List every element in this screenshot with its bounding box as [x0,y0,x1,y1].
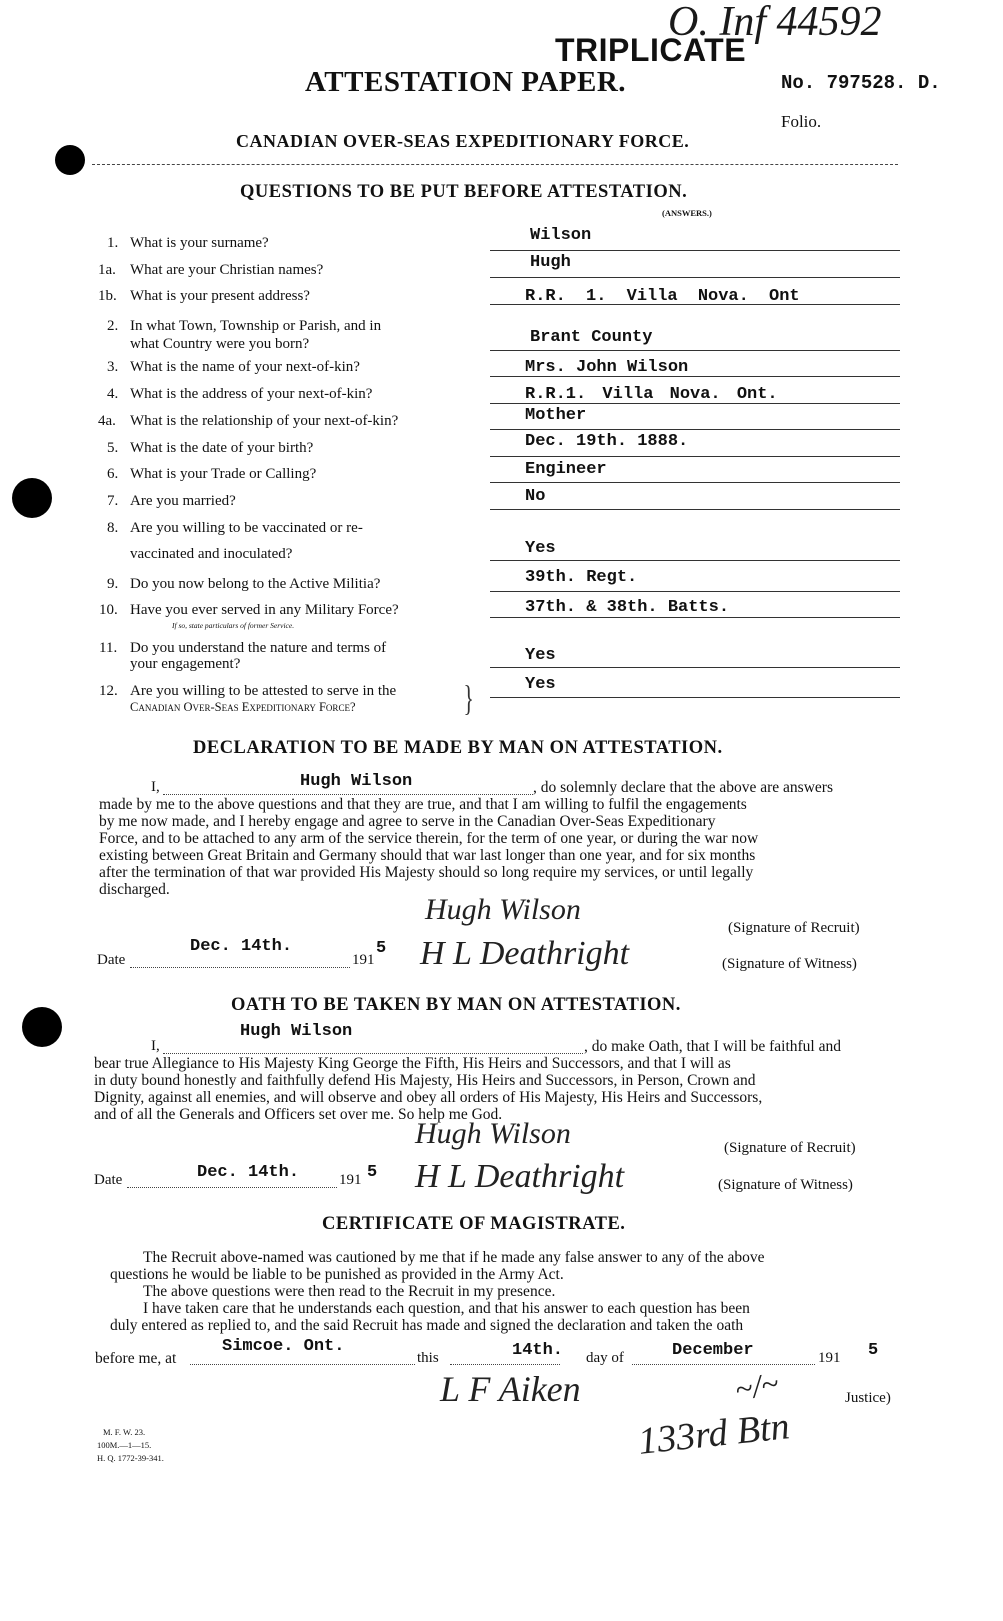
question-text: Have you ever served in any Military Force? [130,602,399,618]
oath-date: Dec. 14th. [197,1163,300,1182]
recruit-signature: Hugh Wilson [415,1117,571,1150]
declaration-text: made by me to the above questions and that they are true, and that I am willing to fulfil the engagements [99,796,747,813]
oath-i: I, [151,1038,160,1054]
date-label: Date [97,952,126,968]
question-number: 6. [107,466,119,482]
certificate-heading: CERTIFICATE OF MAGISTRATE. [322,1214,626,1234]
question-text-cont: what Country were you born? [130,336,310,352]
handwritten-scribble: ~/~ [732,1364,782,1408]
year-digit: 5 [367,1163,378,1182]
question-text-cont: Canadian Over-Seas Expeditionary Force? [130,700,356,714]
question-number: 9. [107,576,119,592]
date-label: Date [94,1172,123,1188]
certificate-day: 14th. [512,1341,564,1360]
answer-surname: Wilson [530,226,592,245]
question-text: What is your present address? [130,288,310,304]
declaration-text: Force, and to be attached to any arm of the service therein, for the term of one year, or during the war now [99,830,759,847]
question-number: 10. [99,602,118,618]
question-text: What is the relationship of your next-of-kin? [130,413,399,429]
signature-witness-label: (Signature of Witness) [718,1177,853,1193]
question-text: Do you understand the nature and terms of [130,640,387,656]
question-note: If so, state particulars of former Service. [172,621,295,630]
answer-birthplace: Brant County [530,328,653,347]
answer-understand-terms: Yes [525,646,556,665]
question-number: 2. [107,318,119,334]
question-text: What is the address of your next-of-kin? [130,386,373,402]
justice-label: Justice) [845,1390,891,1406]
oath-text: Dignity, against all enemies, and will observe and obey all orders of His Majesty, His Heirs and Successors, [94,1089,763,1106]
question-number: 7. [107,493,119,509]
question-text: What is the date of your birth? [130,440,314,456]
answer-present-address: R.R. 1. Villa Nova. Ont [525,287,800,306]
declaration-name: Hugh Wilson [300,772,413,791]
answers-label: (ANSWERS.) [662,208,712,218]
questions-heading: QUESTIONS TO BE PUT BEFORE ATTESTATION. [240,182,688,202]
question-text-cont: vaccinated and inoculated? [130,546,293,562]
footer-print-run: 100M.—1—15. [97,1440,152,1450]
before-me-label: before me, at [95,1350,177,1367]
question-text: Do you now belong to the Active Militia? [130,576,381,592]
certificate-month: December [672,1341,754,1360]
answer-military-service: 37th. & 38th. Batts. [525,598,730,617]
question-text-cont: your engagement? [130,656,241,672]
this-label: this [417,1350,439,1366]
declaration-text: after the termination of that war provided His Majesty should so long require my services, or until legally [99,864,754,881]
magistrate-signature: L F Aiken [440,1369,581,1409]
certificate-text: questions he would be liable to be punished as provided in the Army Act. [110,1266,564,1283]
recruit-signature: Hugh Wilson [425,893,581,926]
declaration-heading: DECLARATION TO BE MADE BY MAN ON ATTESTATION. [193,738,723,758]
certificate-text: I have taken care that he understands each question, and that his answer to each question has been [143,1300,750,1317]
certificate-text: The above questions were then read to the Recruit in my presence. [143,1283,556,1300]
year-digit: 5 [868,1341,879,1360]
answer-active-militia: 39th. Regt. [525,568,638,587]
question-number: 4. [107,386,119,402]
footer-hq-reference: H. Q. 1772-39-341. [97,1453,164,1463]
brace: } [463,678,474,718]
triplicate-label: TRIPLICATE [555,32,747,68]
oath-text: and of all the Generals and Officers set over me. So help me God. [94,1106,503,1123]
punch-hole-bottom [22,1007,62,1047]
answer-relationship: Mother [525,406,587,425]
question-number: 5. [107,440,119,456]
question-number: 1a. [98,262,116,278]
certificate-text: duly entered as replied to, and the said Recruit has made and signed the declaration and taken the oath [110,1317,744,1334]
question-text: Are you willing to be attested to serve in the [130,683,397,699]
question-number: 8. [107,520,119,536]
answer-trade: Engineer [525,460,607,479]
oath-heading: OATH TO BE TAKEN BY MAN ON ATTESTATION. [231,995,681,1015]
question-text: What are your Christian names? [130,262,324,278]
header-divider [92,164,898,165]
question-number: 4a. [98,413,116,429]
punch-hole-middle [12,478,52,518]
year-prefix: 191 [352,952,375,968]
year-prefix: 191 [818,1350,841,1366]
question-number: 12. [99,683,118,699]
footer-form-number: M. F. W. 23. [103,1427,146,1437]
signature-witness-label: (Signature of Witness) [722,956,857,972]
declaration-i: I, [151,779,160,795]
question-number: 1b. [98,288,117,304]
year-digit: 5 [376,939,387,958]
handwritten-battalion: 133rd Btn [636,1405,792,1463]
answer-married: No [525,487,546,506]
answer-birth-date: Dec. 19th. 1888. [525,432,689,451]
folio-label: Folio. [781,112,822,131]
page-title: ATTESTATION PAPER. [305,66,627,98]
oath-name: Hugh Wilson [240,1022,353,1041]
question-number: 11. [99,640,118,656]
declaration-text: , do solemnly declare that the above are answers [533,779,833,796]
declaration-text: discharged. [99,881,170,898]
answer-vaccinated: Yes [525,539,556,558]
witness-signature: H L Deathright [420,935,630,972]
force-title: CANADIAN OVER-SEAS EXPEDITIONARY FORCE. [236,131,690,151]
answer-next-of-kin-address: R.R.1. Villa Nova. Ont. [525,385,778,404]
certificate-place: Simcoe. Ont. [222,1337,345,1356]
question-text: What is your surname? [130,235,269,251]
punch-hole-top [55,145,85,175]
day-of-label: day of [586,1350,624,1366]
declaration-text: existing between Great Britain and Germany should that war last longer than one year, and for six months [99,847,756,864]
answer-christian-names: Hugh [530,253,571,272]
oath-text: bear true Allegiance to His Majesty King George the Fifth, His Heirs and Successors, and that I will as [94,1055,731,1072]
oath-text: , do make Oath, that I will be faithful and [584,1038,841,1055]
year-prefix: 191 [339,1172,362,1188]
handwritten-number: O. Inf 44592 [668,0,882,45]
regimental-number: No. 797528. D. [781,72,941,94]
question-text: What is your Trade or Calling? [130,466,317,482]
question-text: Are you married? [130,493,236,509]
declaration-date: Dec. 14th. [190,937,293,956]
question-number: 3. [107,359,119,375]
question-text: What is the name of your next-of-kin? [130,359,360,375]
answer-next-of-kin: Mrs. John Wilson [525,358,689,377]
certificate-text: The Recruit above-named was cautioned by me that if he made any false answer to any of the above [143,1249,765,1266]
question-text: In what Town, Township or Parish, and in [130,318,382,334]
oath-text: in duty bound honestly and faithfully defend His Majesty, His Heirs and Successors, in Person, Crown and [94,1072,756,1089]
witness-signature: H L Deathright [415,1158,625,1195]
declaration-text: by me now made, and I hereby engage and agree to serve in the Canadian Over-Seas Expeditionary [99,813,716,830]
question-number: 1. [107,235,119,251]
signature-recruit-label: (Signature of Recruit) [724,1140,856,1156]
question-text: Are you willing to be vaccinated or re- [130,520,363,536]
signature-recruit-label: (Signature of Recruit) [728,920,860,936]
answer-willing-to-serve: Yes [525,675,556,694]
